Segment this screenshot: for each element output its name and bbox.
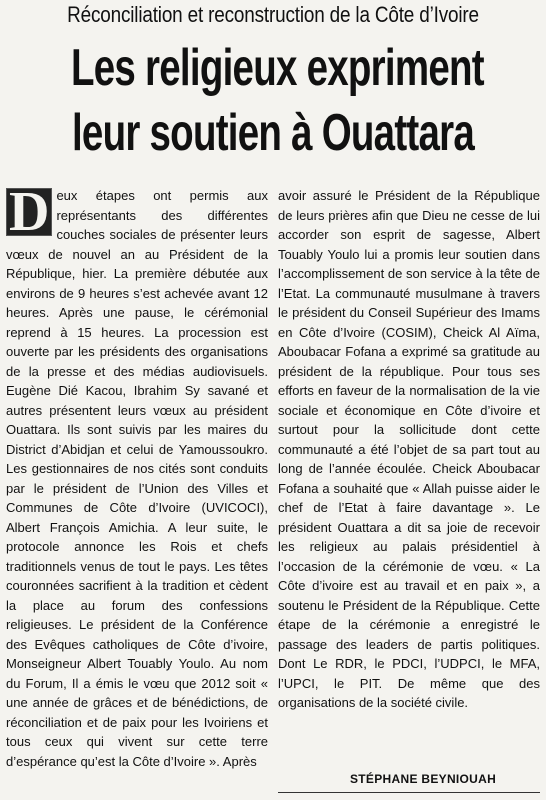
column-2-text: avoir assuré le Président de la République de leurs prières afin que Dieu ne cesse de lui accorder son esprit de sagesse, Albert Touably Youlo lui a promis leur soutien dans l’accomplissement de son service à la tête de l’Etat. La communauté musulmane à travers le président du Conseil Supérieur des Imams en Côte d’Ivoire (COSIM), Cheick Al Aïma, Aboubacar Fofana a exprimé sa gratitude au président de la république. Pour tous ses efforts en faveur de la normalisation de la vie sociale et économique en Côte d’ivoire et surtout pour la sollicitude dont cette communauté a été l’objet de sa part tout au long de l’année écoulée. Cheick Aboubacar Fofana a souhaité que « Allah puisse aider le chef de l’Etat à faire davantage ». Le président Ouattara a dit sa joie de recevoir les religieux au palais présidentiel à l’occasion de la cérémonie de vœu. « La Côte d’ivoire est au travail et en paix », a soutenu le Président de la République. Cette étape de la cérémonie a enregistré le passage des leaders de partis politiques. Dont Le RDR, le PDCI, l’UDPCI, le MFA, l’UPCI, le PIT. De même que des organisations de la société civile.: [278, 188, 540, 710]
headline-line-2: leur soutien à Ouattara: [71, 104, 475, 162]
column-2: [278, 186, 540, 771]
kicker: Réconciliation et reconstruction de la Côte d’Ivoire: [67, 2, 479, 27]
article-body: [6, 186, 540, 771]
byline: STÉPHANE BEYNIOUAH: [350, 772, 497, 786]
column-1-text: eux étapes ont permis aux représentants des différentes couches sociales de présenter leurs vœux de nouvel an au Président de la République, hier. La première débutée aux environs de 9 heures s’est achevée avant 12 heures. Après une pause, le cérémonial reprend à 15 heures. La procession est ouverte par les présidents des organisations de la presse et des médias audiovisuels. Eugène Dié Kacou, Ibrahim Sy savané et autres présentent leurs vœux au président Ouattara. Ils sont suivis par les maires du District d’Abidjan et celui de Yamoussoukro. Les gestionnaires de nos cités sont conduits par le président de l’Union des Villes et Communes de Côte d’Ivoire (UVICOCI), Albert François Amichia. A leur suite, le protocole annonce les Rois et chefs traditionnels venus de tout le pays. Les têtes couronnées sacrifient à la tradition et cèdent la place au forum des confessions religieuses. Le président de la Conférence des Evêques catholiques de Côte d’ivoire, Monseigneur Albert Touably Youlo. Au nom du Forum, Il a émis le vœu que 2012 soit « une année de grâces et de bénédictions, de réconciliation et de paix pour les Ivoiriens et tous ceux qui vivent sur cette terre d’espérance qu’est la Côte d’Ivoire ». Après: [6, 188, 268, 769]
dropcap: D: [6, 188, 52, 236]
column-1: [6, 186, 268, 771]
headline-line-1: Les religieux expriment: [70, 39, 484, 97]
byline-rule: [278, 792, 540, 793]
